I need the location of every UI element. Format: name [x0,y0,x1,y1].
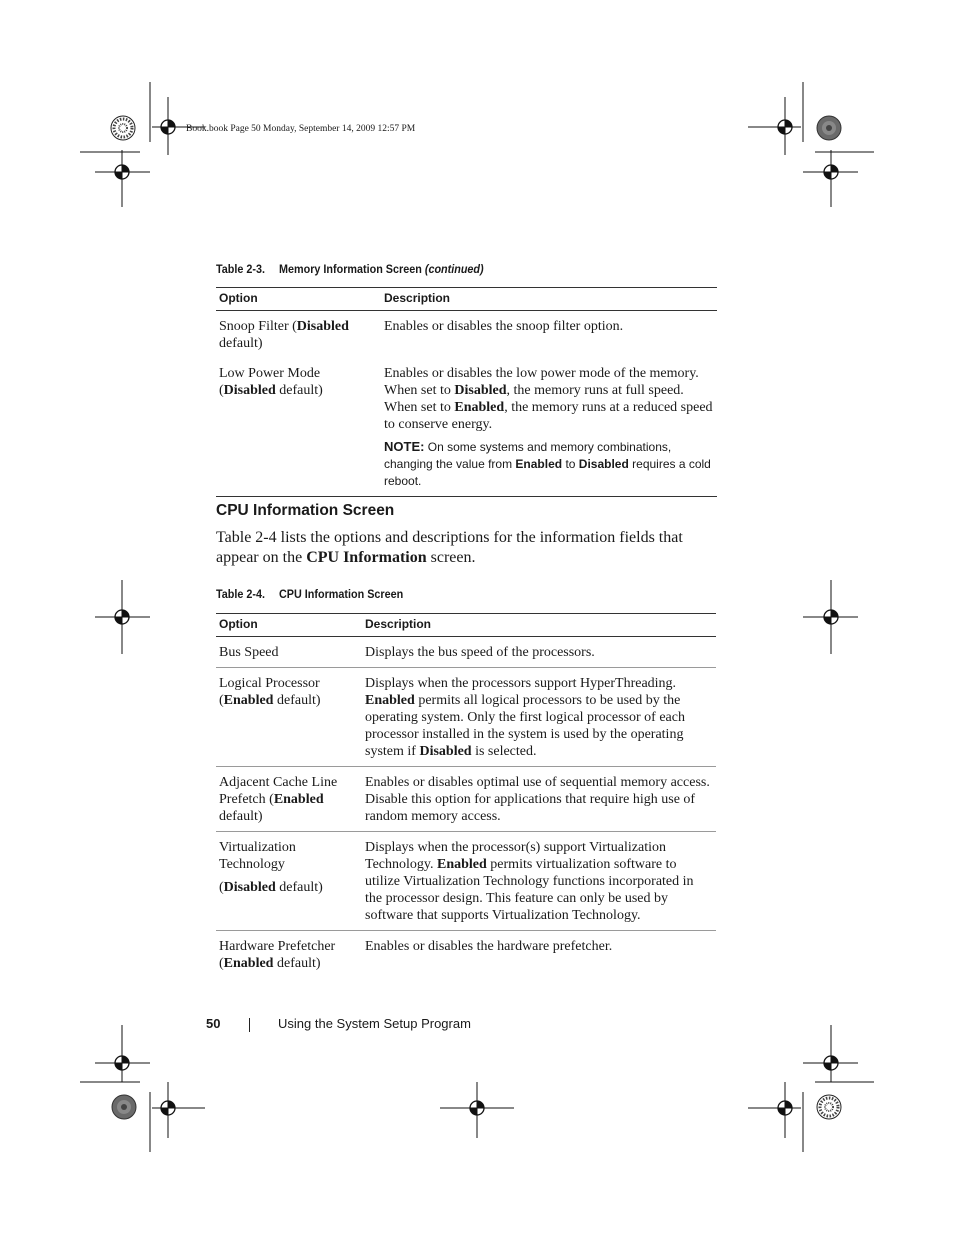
table-caption-suffix: (continued) [424,262,484,276]
column-header-description: Description [362,614,716,637]
note-label: NOTE: [384,439,425,454]
description-cell: Displays when the processor(s) support Virtualization Technology. Enabled permits virtualization software to utilize Virtualization Technology functions incorporated in the processor design. This feature can only be used by software that supports Virtualization Technology. [362,832,716,931]
column-header-description: Description [381,288,717,311]
column-header-option: Option [216,614,362,637]
option-cell: Virtualization Technology (Disabled default) [216,832,362,931]
printer-info: Book.book Page 50 Monday, September 14, 2009 12:57 PM [186,124,416,134]
table-row [216,358,717,497]
table-caption [216,262,484,276]
cpu-information-table [216,613,716,978]
page-number: 50 [206,1016,221,1031]
section-body: Table 2-4 lists the options and descriptions for the information fields that appear on the CPU Information screen. [216,529,683,566]
table-row [216,668,716,767]
description-cell: Displays when the processors support HyperThreading. Enabled permits all logical processors to be used by the operating system. Only the first logical processor of each processor installed in the system is used by the operating system if Disabled is selected. [362,668,716,767]
description-cell: Displays the bus speed of the processors. [362,637,716,668]
description-cell: Enables or disables the low power mode of the memory. When set to Disabled, the memory runs at full speed. When set to Enabled, the memory runs at a reduced speed to conserve energy. NOTE: On some systems and memory combinations, changing the value from Enabled to Disabled requires a cold reboot. [381,358,717,497]
description-cell: Enables or disables optimal use of sequential memory access. Disable this option for applications that require high use of random memory access. [362,767,716,832]
table-row [216,931,716,979]
option-cell: Logical Processor (Enabled default) [216,668,362,767]
table-caption-number: Table 2-4. [216,587,266,601]
table-caption-title: Memory Information Screen [279,262,422,276]
table-row [216,311,717,359]
option-cell: Hardware Prefetcher (Enabled default) [219,939,336,971]
table-caption [216,587,403,601]
option-cell: Adjacent Cache Line Prefetch (Enabled default) [216,767,362,832]
table-row [216,637,716,668]
column-header-option: Option [216,288,381,311]
footer-divider [249,1018,250,1032]
description-cell: Enables or disables the snoop filter option. [384,319,624,334]
note: NOTE: On some systems and memory combinations, changing the value from Enabled to Disabled requires a cold reboot. [384,439,711,488]
option-cell: Bus Speed [216,637,362,668]
memory-information-table [216,287,717,497]
table-row [216,767,716,832]
option-cell: Low Power Mode (Disabled default) [216,358,381,497]
table-caption-title: CPU Information Screen [279,587,404,601]
chapter-title: Using the System Setup Program [278,1016,471,1031]
description-cell: Enables or disables the hardware prefetcher. [365,939,613,954]
table-caption-number: Table 2-3. [216,262,266,276]
section-title: CPU Information Screen [216,502,395,519]
table-row [216,832,716,931]
option-cell: Snoop Filter (Disabled default) [219,319,349,351]
